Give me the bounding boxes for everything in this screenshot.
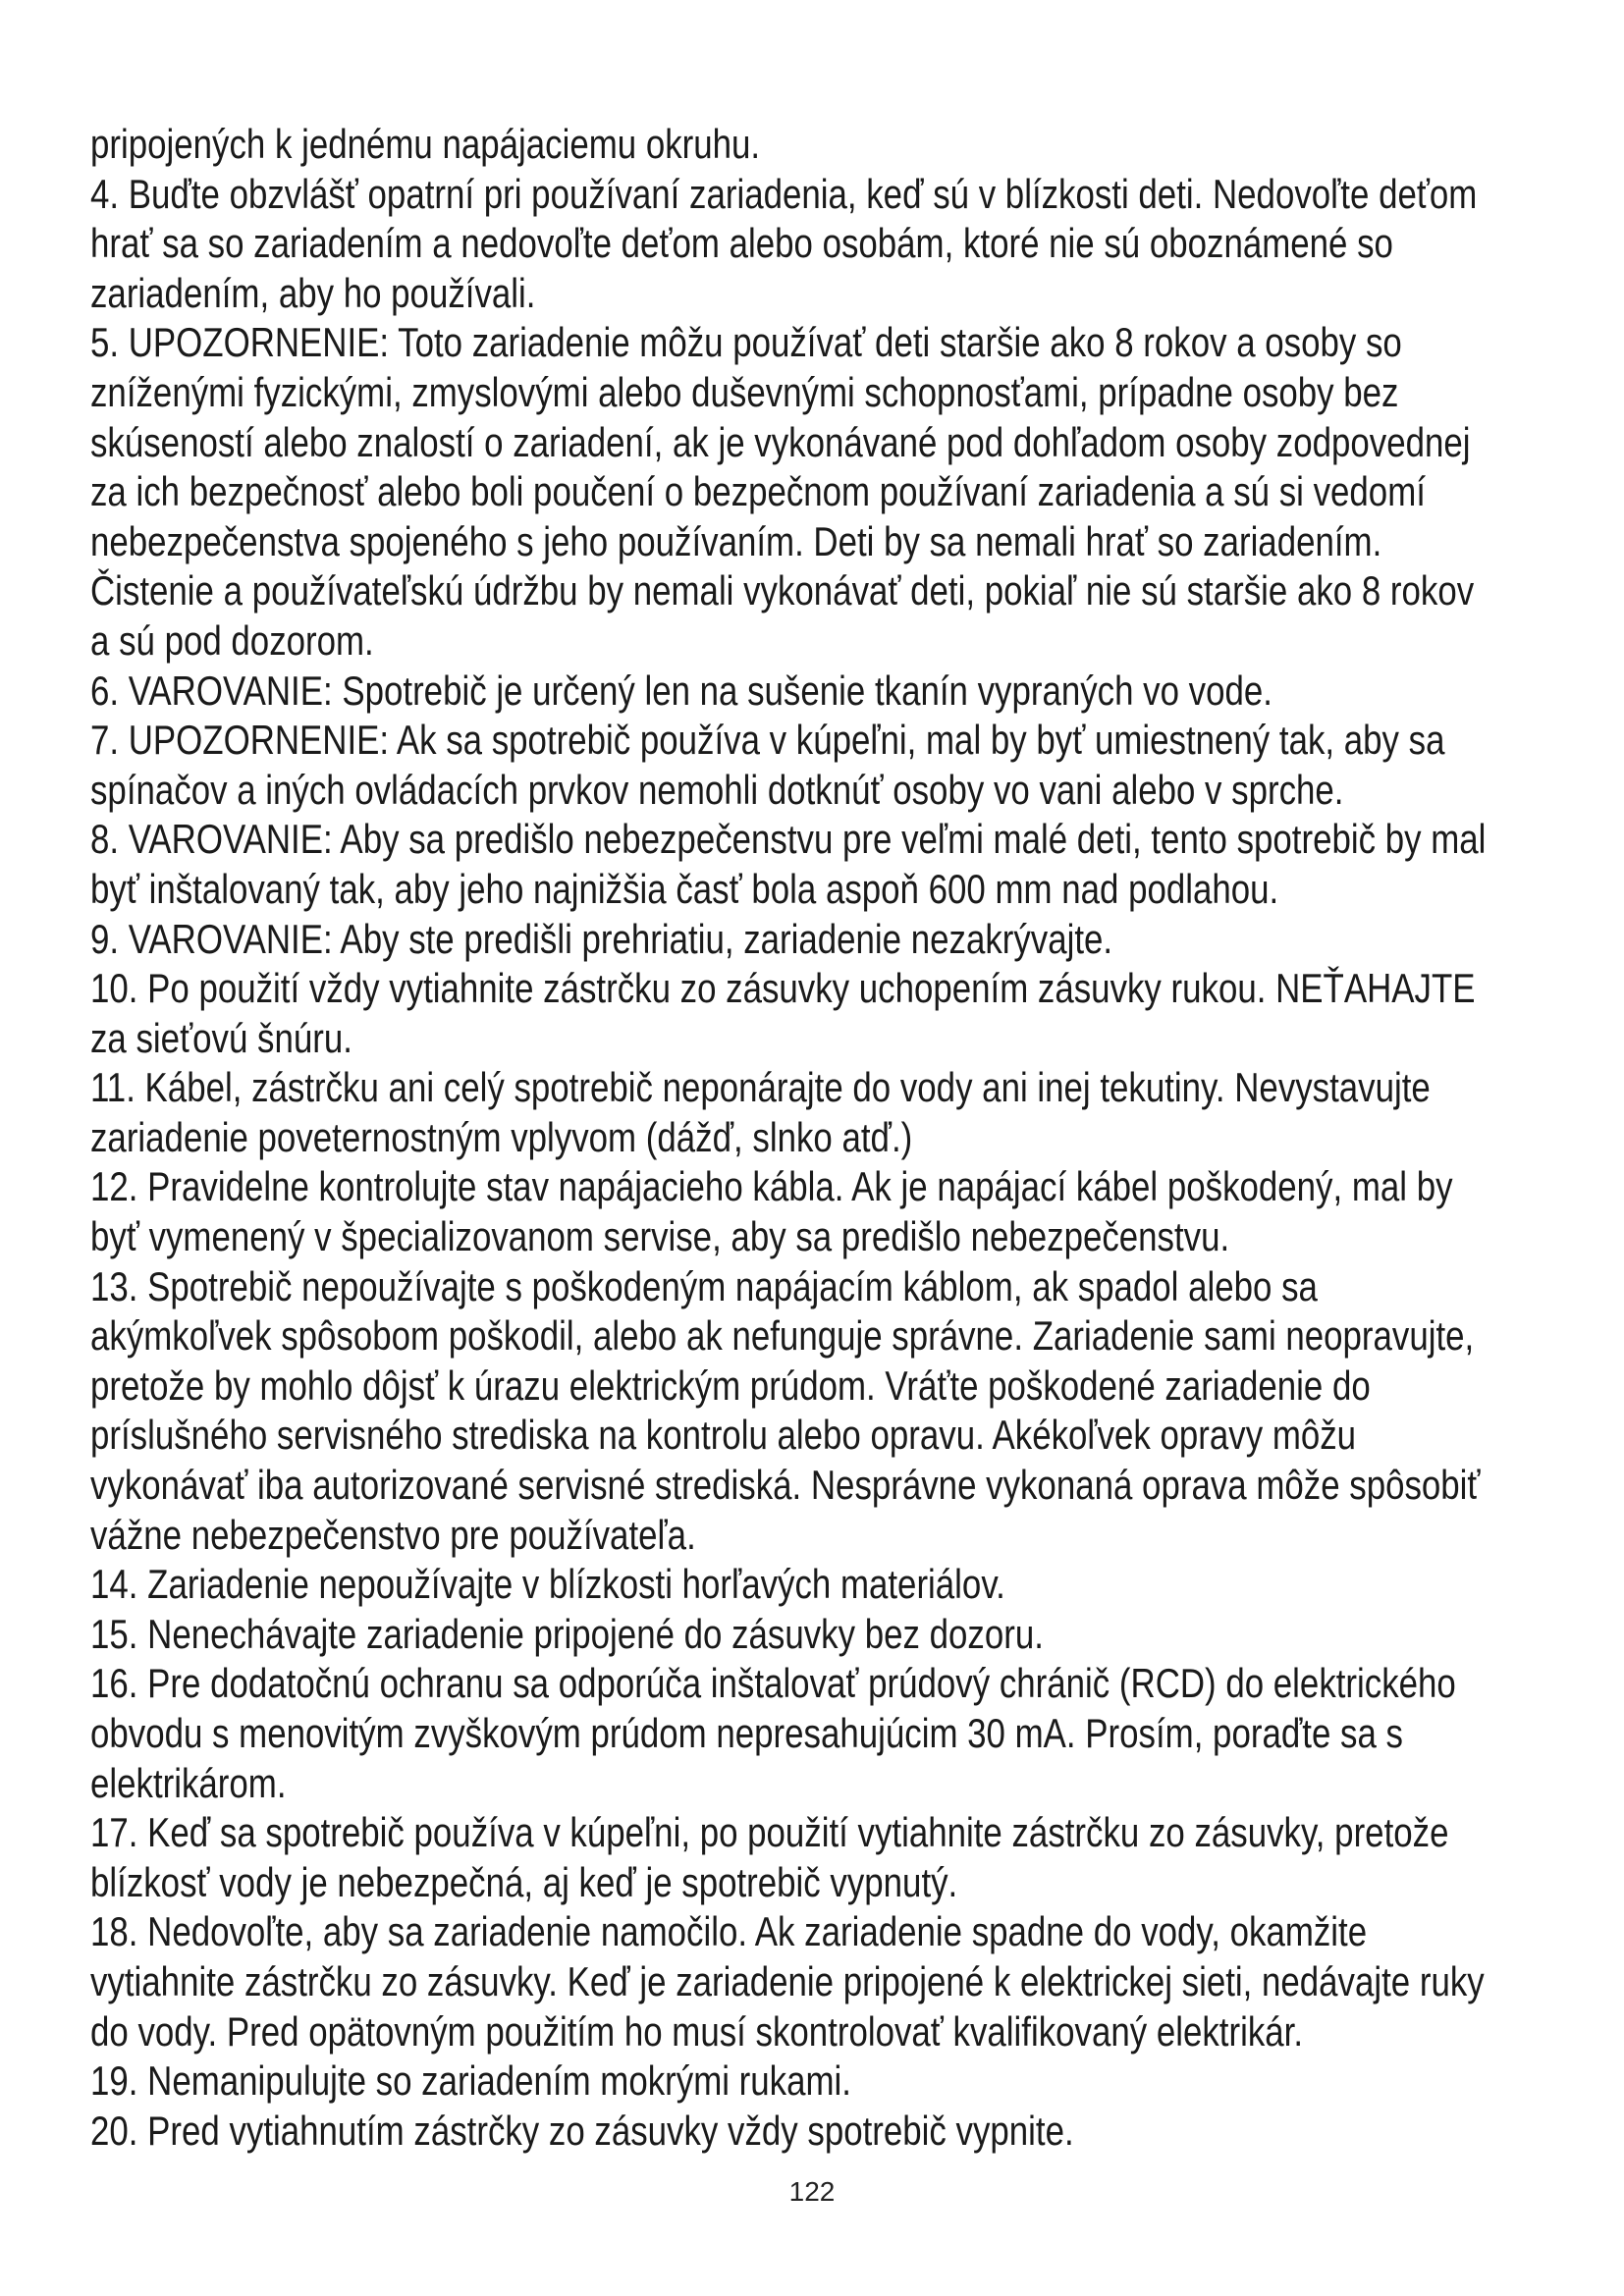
text-line: vážne nebezpečenstvo pre používateľa. — [90, 1511, 696, 1558]
text-line: nebezpečenstva spojeného s jeho používaním. Deti by sa nemali hrať so zariadením. — [90, 517, 1382, 564]
text-line: 8. VAROVANIE: Aby sa predišlo nebezpečenstvu pre veľmi malé deti, tento spotrebič by mal — [90, 816, 1487, 863]
document-body — [90, 120, 1583, 2156]
text-line: 12. Pravidelne kontrolujte stav napájacieho kábla. Ak je napájací kábel poškodený, mal by — [90, 1163, 1453, 1210]
text-line: pripojených k jednému napájaciemu okruhu. — [90, 121, 761, 167]
text-line: 9. VAROVANIE: Aby ste predišli prehriatiu, zariadenie nezakrývajte. — [90, 915, 1113, 962]
text-line: zníženými fyzickými, zmyslovými alebo duševnými schopnosťami, prípadne osoby bez — [90, 368, 1399, 415]
text-line: zariadenie poveternostným vplyvom (dážď, slnko atď.) — [90, 1113, 913, 1160]
text-line: Čistenie a používateľskú údržbu by nemali vykonávať deti, pokiaľ nie sú staršie ako 8 rokov — [90, 567, 1475, 614]
text-line: 13. Spotrebič nepoužívajte s poškodeným napájacím káblom, ak spadol alebo sa — [90, 1262, 1318, 1309]
text-line: 4. Buďte obzvlášť opatrní pri používaní zariadenia, keď sú v blízkosti deti. Nedovoľte deťom — [90, 170, 1478, 217]
text-line: a sú pod dozorom. — [90, 616, 374, 664]
text-line: 5. UPOZORNENIE: Toto zariadenie môžu používať deti staršie ako 8 rokov a osoby so — [90, 319, 1402, 366]
text-line: 11. Kábel, zástrčku ani celý spotrebič neponárajte do vody ani inej tekutiny. Nevystavujte — [90, 1064, 1431, 1111]
text-line: 18. Nedovoľte, aby sa zariadenie namočilo. Ak zariadenie spadne do vody, okamžite — [90, 1908, 1368, 1955]
text-line: hrať sa so zariadením a nedovoľte deťom alebo osobám, ktoré nie sú oboznámené so — [90, 220, 1393, 267]
text-line: 16. Pre dodatočnú ochranu sa odporúča inštalovať prúdový chránič (RCD) do elektrického — [90, 1660, 1456, 1707]
text-line: do vody. Pred opätovným použitím ho musí skontrolovať kvalifikovaný elektrikár. — [90, 2007, 1304, 2055]
text-line: vytiahnite zástrčku zo zásuvky. Keď je zariadenie pripojené k elektrickej sieti, nedávajte ruky — [90, 1957, 1485, 2004]
text-line: 10. Po použití vždy vytiahnite zástrčku zo zásuvky uchopením zásuvky rukou. NEŤAHAJTE — [90, 965, 1476, 1012]
text-line: vykonávať iba autorizované servisné strediská. Nesprávne vykonaná oprava môže spôsobiť — [90, 1462, 1481, 1509]
text-line: príslušného servisného strediska na kontrolu alebo opravu. Akékoľvek opravy môžu — [90, 1412, 1357, 1459]
text-line: 6. VAROVANIE: Spotrebič je určený len na sušenie tkanín vypraných vo vode. — [90, 667, 1272, 714]
text-line: 7. UPOZORNENIE: Ak sa spotrebič používa v kúpeľni, mal by byť umiestnený tak, aby sa — [90, 717, 1445, 764]
text-line: pretože by mohlo dôjsť k úrazu elektrickým prúdom. Vráťte poškodené zariadenie do — [90, 1362, 1371, 1409]
text-line: 15. Nenechávajte zariadenie pripojené do zásuvky bez dozoru. — [90, 1610, 1044, 1657]
text-line: akýmkoľvek spôsobom poškodil, alebo ak nefunguje správne. Zariadenie sami neopravujte, — [90, 1312, 1475, 1360]
text-line: byť vymenený v špecializovanom servise, aby sa predišlo nebezpečenstvu. — [90, 1213, 1230, 1260]
text-line: 14. Zariadenie nepoužívajte v blízkosti horľavých materiálov. — [90, 1561, 1005, 1608]
text-line: 17. Keď sa spotrebič používa v kúpeľni, po použití vytiahnite zástrčku zo zásuvky, pretože — [90, 1809, 1449, 1856]
text-line: 19. Nemanipulujte so zariadením mokrými rukami. — [90, 2057, 851, 2105]
text-line: za ich bezpečnosť alebo boli poučení o bezpečnom používaní zariadenia a sú si vedomí — [90, 468, 1426, 515]
text-line: elektrikárom. — [90, 1759, 287, 1806]
text-line: obvodu s menovitým zvyškovým prúdom nepresahujúcim 30 mA. Prosím, poraďte sa s — [90, 1710, 1403, 1756]
text-line: byť inštalovaný tak, aby jeho najnižšia časť bola aspoň 600 mm nad podlahou. — [90, 865, 1279, 912]
text-line: blízkosť vody je nebezpečná, aj keď je spotrebič vypnutý. — [90, 1858, 958, 1905]
text-line: 20. Pred vytiahnutím zástrčky zo zásuvky vždy spotrebič vypnite. — [90, 2107, 1074, 2154]
text-line: skúseností alebo znalostí o zariadení, ak je vykonávané pod dohľadom osoby zodpovednej — [90, 418, 1471, 465]
page-number: 122 — [788, 2176, 836, 2207]
text-line: za sieťovú šnúru. — [90, 1014, 352, 1061]
text-line: zariadením, aby ho používali. — [90, 269, 536, 316]
text-line: spínačov a iných ovládacích prvkov nemohli dotknúť osoby vo vani alebo v sprche. — [90, 766, 1344, 813]
